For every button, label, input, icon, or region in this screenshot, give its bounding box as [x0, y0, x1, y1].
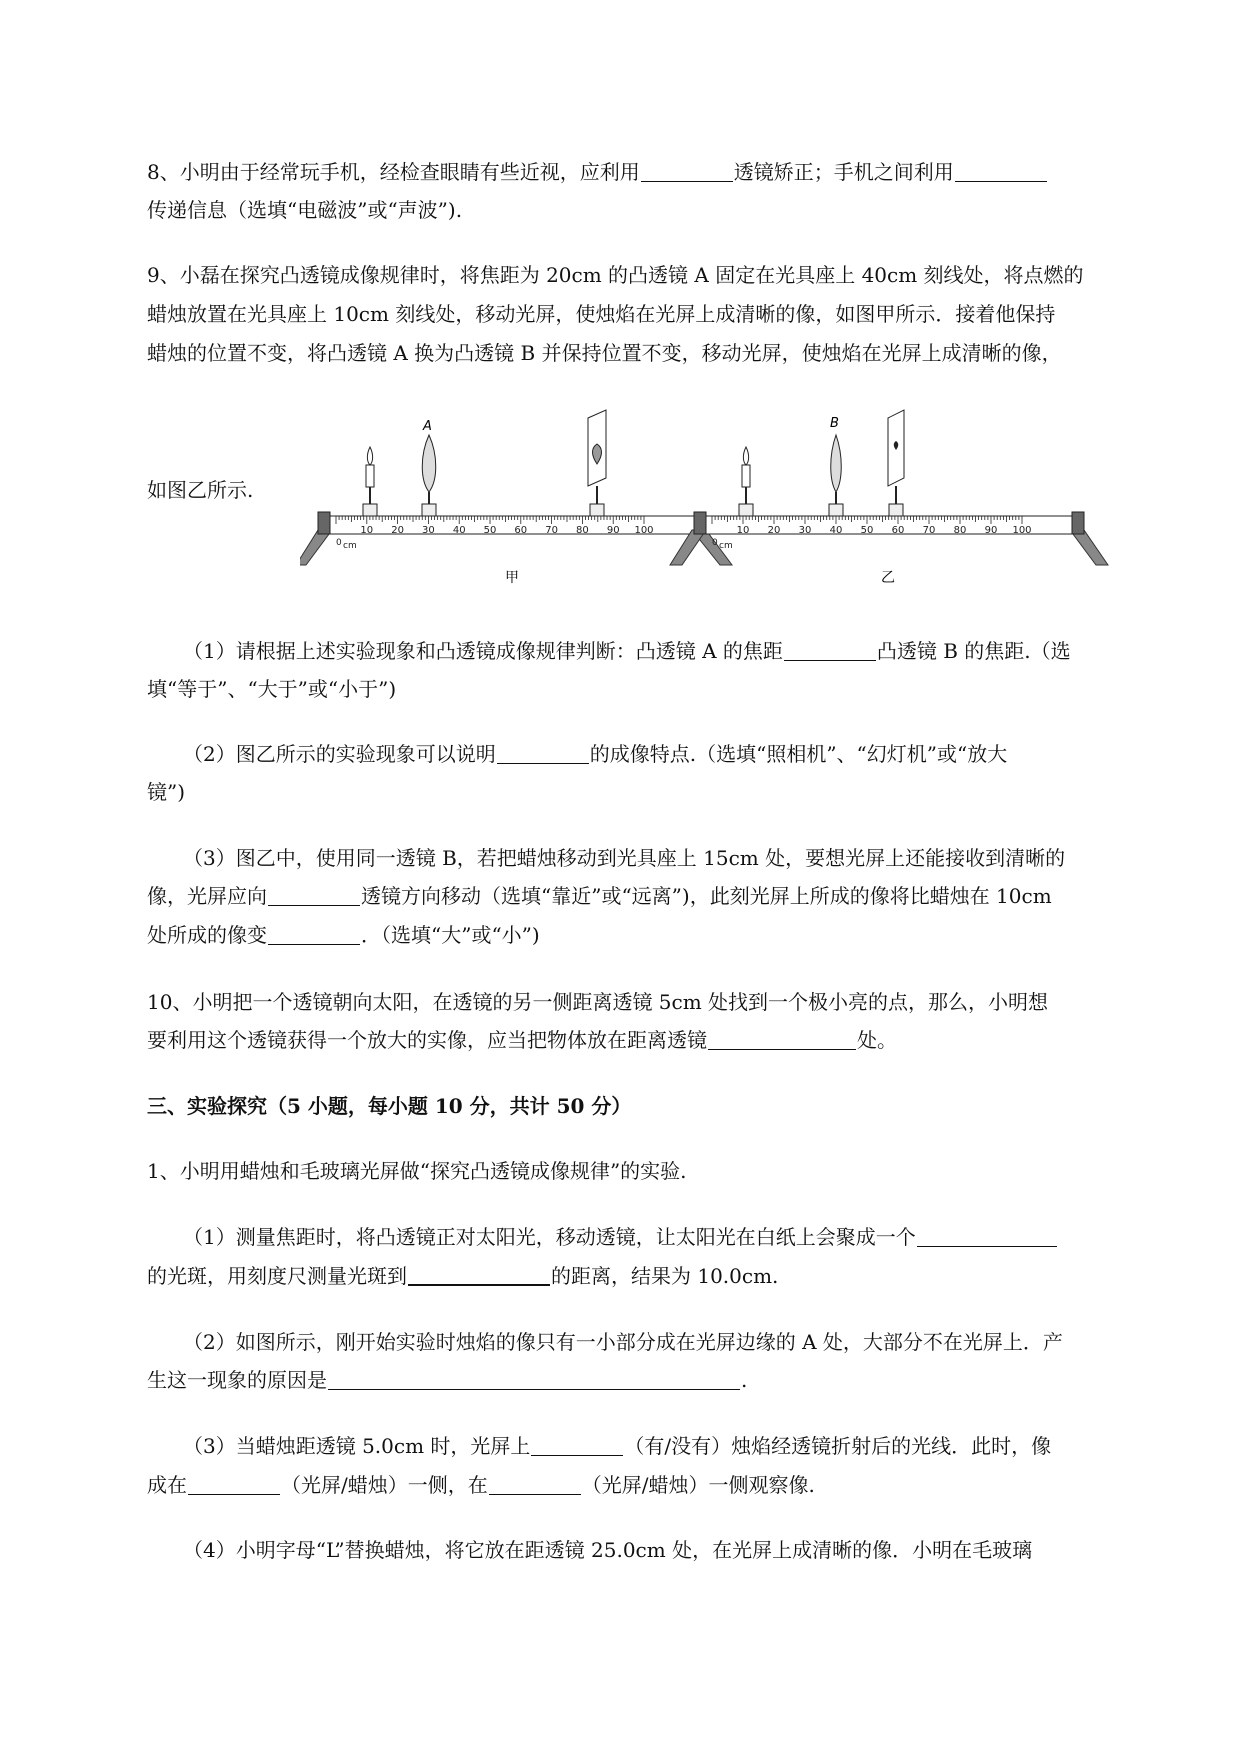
q8-blank-2[interactable]: [955, 161, 1047, 182]
q9-sub3-line-1: （3）图乙中，使用同一透镜 B，若把蜡烛移动到光具座上 15cm 处，要想光屏上还能接收到清晰的: [183, 846, 1066, 870]
candle-body-left: [366, 465, 374, 487]
right-tick-label: 70: [922, 525, 936, 536]
bench-right: [670, 410, 1108, 586]
left-tick-label: 20: [391, 525, 404, 536]
q9-sub2-blank[interactable]: [497, 743, 589, 764]
flame-left: [367, 447, 372, 465]
candle-left: [363, 447, 377, 516]
e1-p3-blank-1[interactable]: [531, 1435, 623, 1456]
q9-sub1-line-1: [183, 639, 1071, 663]
q9-sub3-text-b: 透镜方向移动（选填“靠近”或“远离”)，此刻光屏上所成的像将比蜡烛在 10cm: [361, 884, 1052, 908]
lens-a-shape: [422, 435, 436, 492]
caption-jia: 甲: [505, 570, 519, 586]
bench-right-leg-right: [1070, 530, 1108, 565]
candle-right: [739, 447, 753, 516]
q9-sub1-text-a: （1）请根据上述实验现象和凸透镜成像规律判断：凸透镜 A 的焦距: [183, 639, 783, 663]
flame-right: [743, 447, 748, 465]
bench-right-leg-left: [670, 530, 706, 565]
e1-p2-text-a: 生这一现象的原因是: [147, 1368, 327, 1392]
e1-p1-blank-2[interactable]: [408, 1264, 550, 1286]
optical-bench-figure: [300, 400, 1130, 590]
screen-right: [888, 410, 904, 516]
e1-p3-text-a: （3）当蜡烛距透镜 5.0cm 时，光屏上: [183, 1434, 531, 1458]
q9-sub1-blank[interactable]: [784, 640, 876, 661]
bench-right-end-right: [1072, 512, 1084, 534]
section-3-heading: 三、实验探究（5 小题，每小题 10 分，共计 50 分）: [147, 1094, 632, 1118]
left-tick-label: 100: [634, 525, 654, 536]
q8-text-b: 透镜矫正；手机之间利用: [733, 160, 954, 184]
unit-label-right: cm: [719, 541, 733, 551]
right-tick-label: 90: [984, 525, 998, 536]
right-tick-label: 50: [860, 525, 874, 536]
e1-p3-text-b: （有/没有）烛焰经透镜折射后的光线．此时，像: [624, 1434, 1052, 1458]
bench-right-end-left: [694, 512, 706, 534]
q9-line-2: 蜡烛放置在光具座上 10cm 刻线处，移动光屏，使烛焰在光屏上成清晰的像，如图甲所示．接着他保持: [147, 302, 1056, 326]
left-tick-label: 30: [422, 525, 435, 536]
q8-line-2: 传递信息（选填“电磁波”或“声波”).: [147, 198, 463, 222]
e1-p1-text-c: 的距离，结果为 10.0cm.: [551, 1264, 779, 1288]
candle-body-right: [742, 465, 750, 487]
bench-left: [300, 410, 732, 586]
right-tick-label: 80: [953, 525, 967, 536]
q9-sub2-text-a: （2）图乙所示的实验现象可以说明: [183, 742, 496, 766]
lens-b-shape: [831, 435, 842, 492]
q9-sub3-text-a: 像，光屏应向: [147, 884, 267, 908]
q8-blank-1[interactable]: [641, 161, 733, 182]
e1-p2-blank[interactable]: [328, 1369, 740, 1390]
q9-sub2-line-2: 镜”): [147, 780, 186, 804]
q9-sub3-text-c: 处所成的像变: [147, 923, 267, 947]
q10-text-b: 处。: [857, 1028, 897, 1052]
left-tick-label: 80: [576, 525, 589, 536]
e1-p1-line-2: [147, 1264, 778, 1288]
e1-p2-line-1: （2）如图所示，刚开始实验时烛焰的像只有一小部分成在光屏边缘的 A 处，大部分不在光屏上．产: [183, 1330, 1063, 1354]
q9-sub3-blank-1[interactable]: [268, 885, 360, 906]
left-tick-label: 60: [514, 525, 528, 536]
q9-sub1-line-2: 填“等于”、“大于”或“小于”): [147, 677, 397, 701]
q9-sub3-blank-2[interactable]: [268, 924, 360, 945]
lens-b: [829, 416, 843, 516]
left-tick-label: 90: [606, 525, 620, 536]
q9-line-3: 蜡烛的位置不变，将凸透镜 A 换为凸透镜 B 并保持位置不变，移动光屏，使烛焰在光屏上成清晰的像，: [147, 341, 1062, 365]
e1-p1-line-1: [183, 1225, 1058, 1249]
caption-yi: 乙: [881, 570, 895, 586]
e1-p2-line-2: [147, 1368, 747, 1392]
q10-line-1: 10、小明把一个透镜朝向太阳，在透镜的另一侧距离透镜 5cm 处找到一个极小亮的点，那么，小明想: [147, 990, 1049, 1014]
right-tick-label: 60: [891, 525, 905, 536]
bench-left-end-left: [318, 512, 330, 534]
e1-p3-text-d: （光屏/蜡烛）一侧，在: [281, 1473, 488, 1497]
q10-blank[interactable]: [708, 1029, 856, 1050]
left-tick-label: 70: [545, 525, 558, 536]
e1-p3-line-1: [183, 1434, 1051, 1458]
origin-label-left: 0: [336, 538, 342, 548]
e1-p2-text-b: .: [741, 1368, 748, 1392]
q9-line-1: 9、小磊在探究凸透镜成像规律时，将焦距为 20cm 的凸透镜 A 固定在光具座上 40cm 刻线处，将点燃的: [147, 263, 1084, 287]
e1-p4-line-1: （4）小明字母“L”替换蜡烛，将它放在距透镜 25.0cm 处，在光屏上成清晰的像．小明在毛玻璃: [183, 1538, 1033, 1562]
lens-b-label: B: [830, 416, 839, 431]
right-tick-label: 20: [767, 525, 781, 536]
right-tick-label: 10: [736, 525, 750, 536]
unit-label-left: cm: [343, 541, 357, 551]
right-tick-label: 30: [798, 525, 812, 536]
q10-line-2: [147, 1028, 897, 1052]
q9-sub2-line-1: [183, 742, 1007, 766]
lens-a: [422, 419, 436, 516]
q9-sub3-text-d: ．（选填“大”或“小”): [361, 923, 540, 947]
right-tick-label: 40: [829, 525, 843, 536]
screen-left: [588, 410, 606, 516]
left-tick-label: 50: [483, 525, 497, 536]
e1-p3-blank-2[interactable]: [188, 1474, 280, 1495]
e1-p3-blank-3[interactable]: [489, 1474, 581, 1495]
e1-p1-text-a: （1）测量焦距时，将凸透镜正对太阳光，移动透镜，让太阳光在白纸上会聚成一个: [183, 1225, 916, 1249]
q9-sub3-line-3: [147, 923, 540, 947]
left-tick-label: 40: [452, 525, 466, 536]
bench-left-leg-left: [300, 530, 332, 565]
q8-text-a: 8、小明由于经常玩手机，经检查眼睛有些近视，应利用: [147, 160, 640, 184]
q9-line-4: 如图乙所示.: [147, 478, 254, 502]
q9-sub3-line-2: [147, 884, 1052, 908]
q8-line-1: [147, 160, 1048, 184]
e1-p1-text-b: 的光斑，用刻度尺测量光斑到: [147, 1264, 407, 1288]
q9-sub2-text-b: 的成像特点.（选填“照相机”、“幻灯机”或“放大: [589, 742, 1008, 766]
origin-label-right: 0: [712, 538, 718, 548]
q10-text-a: 要利用这个透镜获得一个放大的实像，应当把物体放在距离透镜: [147, 1028, 707, 1052]
lens-a-label: A: [423, 419, 432, 434]
right-tick-label: 100: [1012, 525, 1032, 536]
e1-p1-blank-1[interactable]: [917, 1226, 1057, 1247]
left-tick-label: 10: [360, 525, 374, 536]
e1-p3-text-c: 成在: [147, 1473, 187, 1497]
q9-sub1-text-b: 凸透镜 B 的焦距.（选: [876, 639, 1071, 663]
e1-intro: 1、小明用蜡烛和毛玻璃光屏做“探究凸透镜成像规律”的实验.: [147, 1159, 687, 1183]
e1-p3-line-2: [147, 1473, 815, 1497]
e1-p3-text-e: （光屏/蜡烛）一侧观察像.: [581, 1473, 815, 1497]
